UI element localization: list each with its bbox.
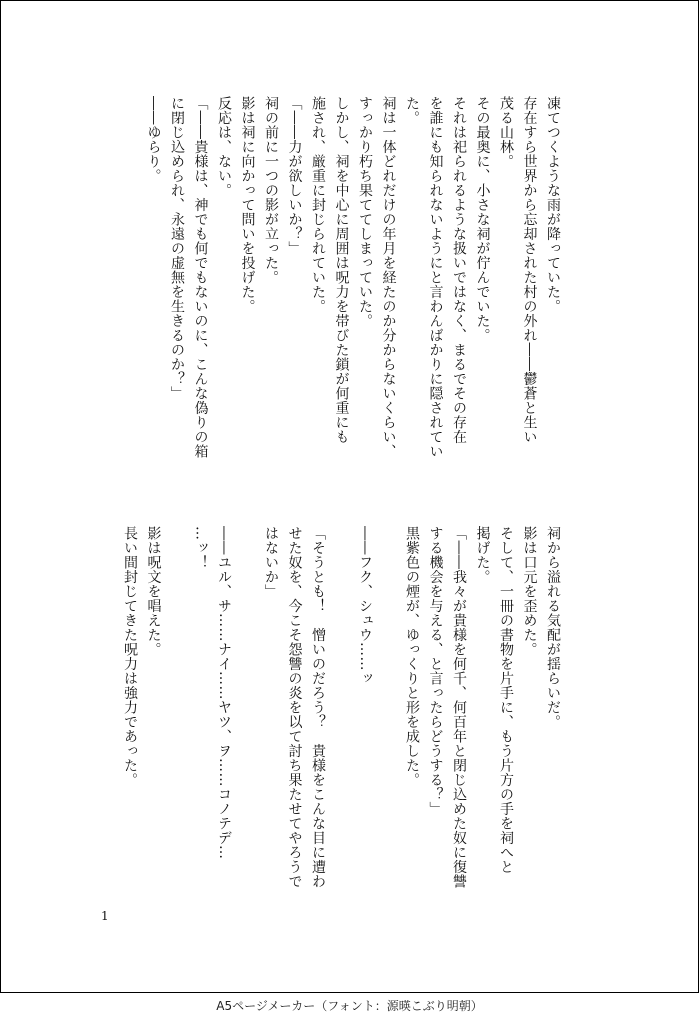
text-line: それは祀られるような扱いではなく、まるでその存在 <box>451 96 467 444</box>
text-line: 「――力が欲しいか？」 <box>286 96 303 256</box>
text-line: しかし、祠を中心に周囲は呪力を帯びた鎖が何重にも <box>333 96 350 444</box>
text-line: 影は口元を歪めた。 <box>521 526 538 657</box>
lower-text-block <box>118 526 565 911</box>
text-line: その最奥に、小さな祠が佇んでいた。 <box>474 96 491 343</box>
text-line: …ッ！ <box>192 526 209 570</box>
text-line: そして、一冊の書物を片手に、もう片方の手を祠へと <box>498 526 514 874</box>
text-line: に閉じ込められ、永遠の虚無を生きるのか？」 <box>169 96 185 401</box>
text-line: 「――貴様は、神でも何でもないのに、こんな偽りの箱 <box>192 96 209 459</box>
text-line: を誰にも知られないようにと言わんばかりに隠されてい <box>427 96 444 459</box>
text-line: 茂る山林。 <box>498 96 514 169</box>
blank-line <box>165 526 189 911</box>
text-line: せた奴を、今こそ怨讐の炎を以て討ち果たせてやろうで <box>286 526 303 889</box>
text-line: 「そうとも！ 憎いのだろう？ 貴様をこんな目に遭わ <box>310 526 326 889</box>
text-line: 祠の前に一つの影が立った。 <box>263 96 279 285</box>
text-line: 存在すら世界から忘却された村の外れ――鬱蒼と生い <box>521 96 538 444</box>
blank-line <box>235 526 259 911</box>
text-line: 黒紫色の煙が、ゆっくりと形を成した。 <box>404 526 420 787</box>
blank-line <box>329 526 353 911</box>
text-line: ――フク、シュウ……ッ <box>357 526 373 686</box>
text-line: 祠は一体どれだけの年月を経たのか分からないくらい、 <box>380 96 397 459</box>
text-line: する機会を与える、と言ったらどうする？」 <box>427 526 444 816</box>
text-line: 祠から溢れる気配が揺らいだ。 <box>545 526 561 729</box>
blank-line <box>376 526 400 911</box>
footer-caption: A5ページメーカー（フォント：源暎こぶり明朝） <box>216 999 483 1013</box>
text-line: 影は呪文を唱えた。 <box>145 526 162 657</box>
text-line: ――ゆらり。 <box>145 96 162 183</box>
text-line: 凍てつくような雨が降っていた。 <box>545 96 561 314</box>
text-line: はないか」 <box>263 526 279 599</box>
text-line: た。 <box>404 96 420 125</box>
page-number: 1 <box>101 909 109 923</box>
upper-text-block <box>141 96 564 481</box>
text-line: 長い間封じてきた呪力は強力であった。 <box>122 526 138 787</box>
text-line: 影は祠に向かって問いを投げた。 <box>239 96 256 314</box>
text-line: ――ユル、サ……ナイ……ヤツ、ヲ……コノテデ… <box>216 526 232 860</box>
text-line: 反応は、ない。 <box>216 96 232 198</box>
text-line: 施され、厳重に封じられていた。 <box>310 96 326 314</box>
text-line: 掲げた。 <box>474 526 491 584</box>
text-line: すっかり朽ち果ててしまっていた。 <box>357 96 373 328</box>
text-line: 「――我々が貴様を何千、何百年と閉じ込めた奴に復讐 <box>451 526 467 889</box>
